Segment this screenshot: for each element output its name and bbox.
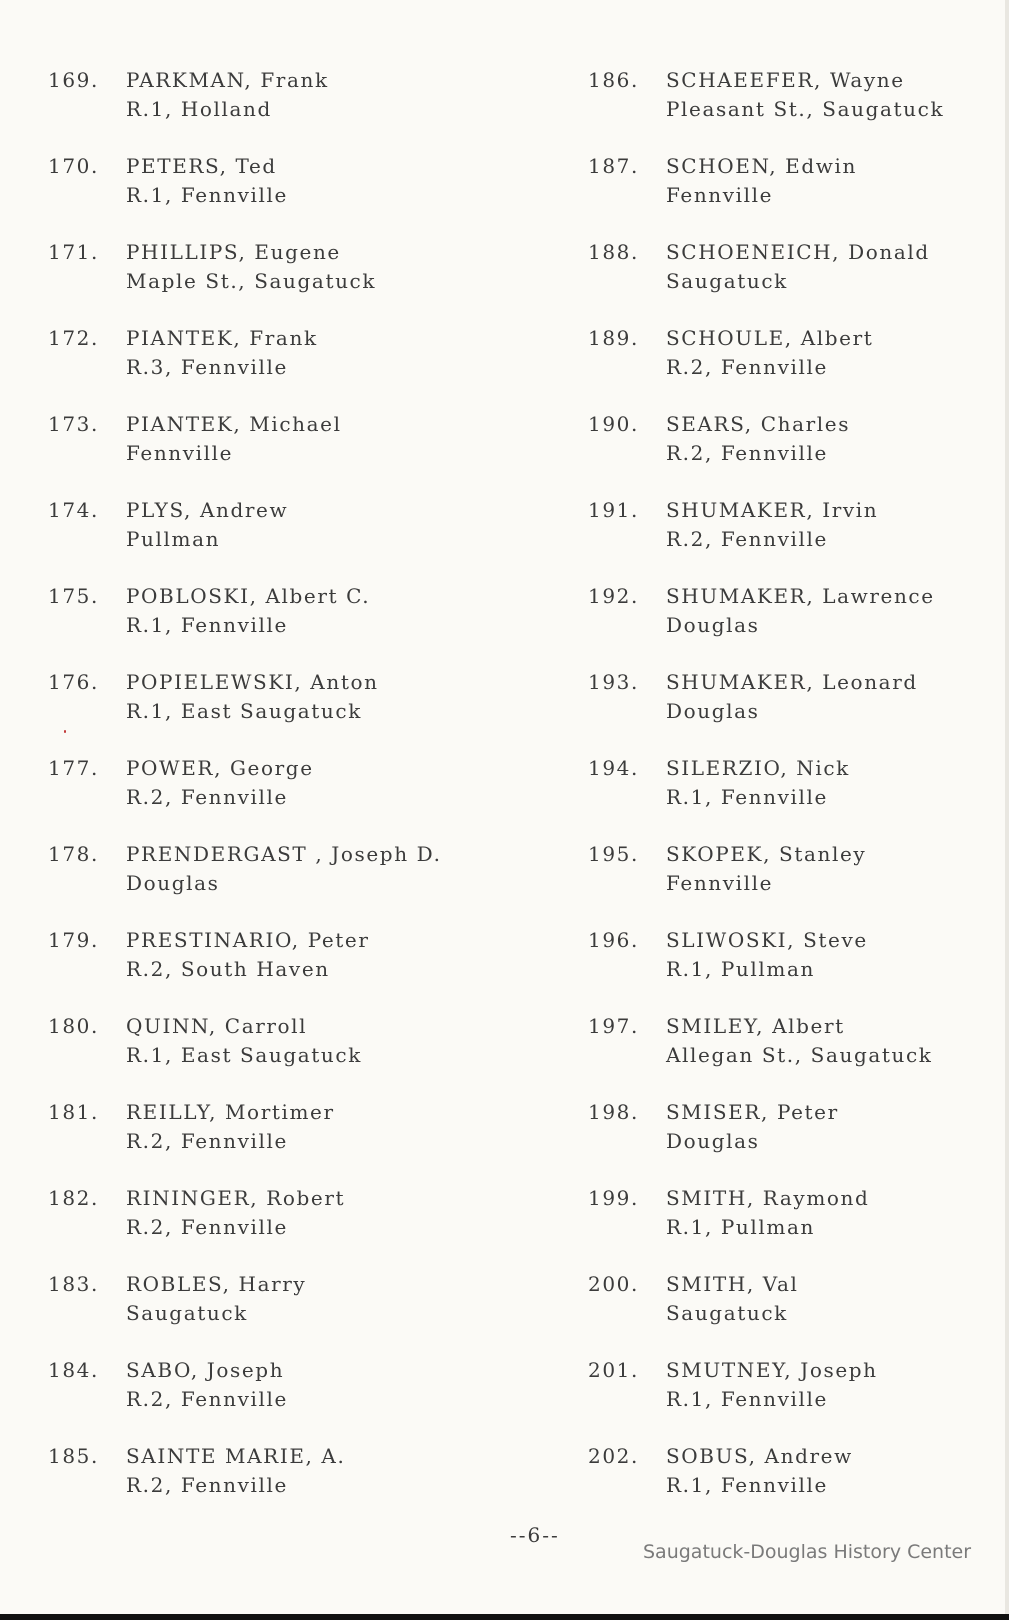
entry-number: 192. <box>588 584 639 608</box>
entry-number: 181. <box>48 1100 99 1124</box>
entry-number: 189. <box>588 326 639 350</box>
entry-number: 201. <box>588 1358 639 1382</box>
entry-address: R.1, Fennville <box>126 613 288 637</box>
entry-number: 174. <box>48 498 99 522</box>
list-item <box>588 1098 944 1184</box>
entry-name: SCHOULE, Albert <box>666 326 874 350</box>
entry-address: Douglas <box>666 1129 760 1153</box>
list-item <box>48 1012 442 1098</box>
list-item <box>588 496 944 582</box>
entry-name: SMUTNEY, Joseph <box>666 1358 878 1382</box>
entry-number: 184. <box>48 1358 99 1382</box>
list-item <box>48 840 442 926</box>
entry-number: 173. <box>48 412 99 436</box>
entry-name: REILLY, Mortimer <box>126 1100 335 1124</box>
entry-name: SAINTE MARIE, A. <box>126 1444 346 1468</box>
entry-address: R.2, Fennville <box>126 1473 288 1497</box>
list-item <box>588 66 944 152</box>
list-item <box>48 1442 442 1528</box>
entry-address: R.3, Fennville <box>126 355 288 379</box>
entry-address: Pleasant St., Saugatuck <box>666 97 945 121</box>
entry-number: 169. <box>48 68 99 92</box>
list-item <box>48 582 442 668</box>
list-item <box>48 152 442 238</box>
list-item <box>48 1098 442 1184</box>
entry-address: Allegan St., Saugatuck <box>666 1043 933 1067</box>
entry-name: PRESTINARIO, Peter <box>126 928 370 952</box>
entry-number: 172. <box>48 326 99 350</box>
entry-number: 182. <box>48 1186 99 1210</box>
entry-address: R.2, Fennville <box>666 355 828 379</box>
list-item <box>48 410 442 496</box>
entry-address: Pullman <box>126 527 221 551</box>
list-item <box>48 66 442 152</box>
entry-number: 193. <box>588 670 639 694</box>
entry-address: Saugatuck <box>126 1301 248 1325</box>
page-number: --6-- <box>510 1523 560 1547</box>
entry-address: R.2, Fennville <box>126 1215 288 1239</box>
entry-address: R.1, Pullman <box>666 1215 815 1239</box>
list-item <box>48 1270 442 1356</box>
entry-number: 199. <box>588 1186 639 1210</box>
entry-name: SCHOEN, Edwin <box>666 154 857 178</box>
list-item <box>48 668 442 754</box>
entry-name: PETERS, Ted <box>126 154 277 178</box>
entry-address: R.1, East Saugatuck <box>126 1043 362 1067</box>
list-item <box>588 1012 944 1098</box>
entry-address: Douglas <box>666 699 760 723</box>
entry-name: ROBLES, Harry <box>126 1272 307 1296</box>
entry-number: 202. <box>588 1444 639 1468</box>
list-item <box>588 324 944 410</box>
entry-address: Saugatuck <box>666 1301 788 1325</box>
entry-address: R.1, Fennville <box>666 785 828 809</box>
entry-number: 170. <box>48 154 99 178</box>
entry-number: 187. <box>588 154 639 178</box>
list-item <box>588 582 944 668</box>
entry-name: SMISER, Peter <box>666 1100 839 1124</box>
entry-number: 196. <box>588 928 639 952</box>
watermark: Saugatuck-Douglas History Center <box>643 1541 972 1563</box>
entry-name: POWER, George <box>126 756 314 780</box>
entry-name: SOBUS, Andrew <box>666 1444 853 1468</box>
entry-number: 178. <box>48 842 99 866</box>
entry-name: PIANTEK, Michael <box>126 412 342 436</box>
entry-address: Saugatuck <box>666 269 788 293</box>
list-item <box>588 238 944 324</box>
entry-number: 183. <box>48 1272 99 1296</box>
entry-number: 176. <box>48 670 99 694</box>
entry-number: 185. <box>48 1444 99 1468</box>
entry-name: PRENDERGAST , Joseph D. <box>126 842 442 866</box>
entry-number: 175. <box>48 584 99 608</box>
entry-address: R.2, Fennville <box>126 785 288 809</box>
entry-address: R.1, Fennville <box>666 1473 828 1497</box>
list-item <box>588 1356 944 1442</box>
entry-name: PLYS, Andrew <box>126 498 289 522</box>
ink-speck <box>64 730 66 733</box>
entry-name: SHUMAKER, Lawrence <box>666 584 935 608</box>
list-item <box>588 1442 944 1528</box>
entry-name: SMILEY, Albert <box>666 1014 845 1038</box>
list-item <box>48 926 442 1012</box>
entry-address: Maple St., Saugatuck <box>126 269 377 293</box>
list-item <box>48 754 442 840</box>
entry-address: R.1, Pullman <box>666 957 815 981</box>
entry-address: R.2, Fennville <box>666 527 828 551</box>
entry-name: SLIWOSKI, Steve <box>666 928 868 952</box>
entry-name: SHUMAKER, Leonard <box>666 670 918 694</box>
entry-name: SCHAEEFER, Wayne <box>666 68 905 92</box>
list-item <box>48 238 442 324</box>
entry-name: SILERZIO, Nick <box>666 756 850 780</box>
entry-address: R.2, South Haven <box>126 957 330 981</box>
left-column <box>48 66 442 1528</box>
entry-name: SABO, Joseph <box>126 1358 285 1382</box>
entry-address: Douglas <box>666 613 760 637</box>
entry-name: POBLOSKI, Albert C. <box>126 584 371 608</box>
entry-number: 197. <box>588 1014 639 1038</box>
entry-address: Fennville <box>666 871 774 895</box>
entry-name: SMITH, Val <box>666 1272 799 1296</box>
entry-number: 177. <box>48 756 99 780</box>
entry-name: POPIELEWSKI, Anton <box>126 670 379 694</box>
entry-number: 200. <box>588 1272 639 1296</box>
entry-address: Fennville <box>126 441 234 465</box>
list-item <box>48 496 442 582</box>
entry-number: 198. <box>588 1100 639 1124</box>
entry-name: SCHOENEICH, Donald <box>666 240 930 264</box>
list-item <box>48 324 442 410</box>
entry-name: PHILLIPS, Eugene <box>126 240 341 264</box>
entry-number: 195. <box>588 842 639 866</box>
right-column <box>588 66 944 1528</box>
list-item <box>588 410 944 496</box>
list-item <box>588 754 944 840</box>
entry-address: R.1, Fennville <box>666 1387 828 1411</box>
entry-number: 188. <box>588 240 639 264</box>
list-item <box>588 1270 944 1356</box>
entry-number: 171. <box>48 240 99 264</box>
entry-number: 180. <box>48 1014 99 1038</box>
entry-name: RININGER, Robert <box>126 1186 346 1210</box>
list-item <box>48 1184 442 1270</box>
list-item <box>588 668 944 754</box>
page-edge-bottom <box>0 1614 1009 1620</box>
entry-name: PARKMAN, Frank <box>126 68 329 92</box>
list-item <box>588 840 944 926</box>
entry-address: R.2, Fennville <box>126 1129 288 1153</box>
entry-number: 179. <box>48 928 99 952</box>
entry-address: R.1, East Saugatuck <box>126 699 362 723</box>
entry-address: R.2, Fennville <box>126 1387 288 1411</box>
entry-number: 191. <box>588 498 639 522</box>
page-edge <box>1005 0 1009 1620</box>
entry-address: R.1, Holland <box>126 97 272 121</box>
entry-number: 190. <box>588 412 639 436</box>
entry-address: Douglas <box>126 871 220 895</box>
entry-name: PIANTEK, Frank <box>126 326 318 350</box>
list-item <box>48 1356 442 1442</box>
entry-number: 194. <box>588 756 639 780</box>
list-item <box>588 926 944 1012</box>
entry-address: R.2, Fennville <box>666 441 828 465</box>
entry-number: 186. <box>588 68 639 92</box>
list-item <box>588 152 944 238</box>
list-item <box>588 1184 944 1270</box>
entry-name: SHUMAKER, Irvin <box>666 498 879 522</box>
entry-name: SMITH, Raymond <box>666 1186 870 1210</box>
entry-address: R.1, Fennville <box>126 183 288 207</box>
entry-name: QUINN, Carroll <box>126 1014 308 1038</box>
entry-name: SKOPEK, Stanley <box>666 842 867 866</box>
entry-name: SEARS, Charles <box>666 412 851 436</box>
entry-address: Fennville <box>666 183 774 207</box>
